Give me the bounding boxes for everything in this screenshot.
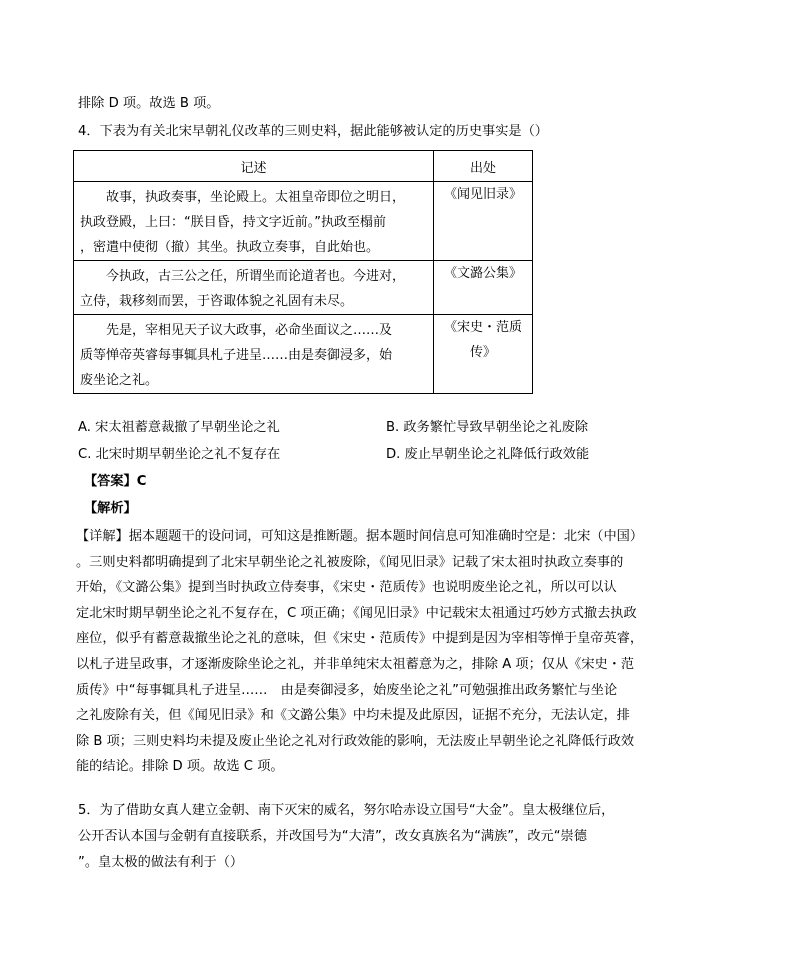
- table-row-2-record: [74, 261, 434, 315]
- table-row-2-line-2: 立侍，栽移刻而罢，于咨诹体貌之礼固有未尽。: [80, 294, 354, 309]
- question-5-line-3: ”。皇太极的做法有利于（）: [78, 854, 244, 870]
- answer-label: 【答案】C: [84, 474, 147, 489]
- table-row-1-line-2: 执政登殿，上曰：“朕目昏，持文字近前。”执政至榻前: [80, 215, 386, 230]
- detail-line-4: 定北宋时期早朝坐论之礼不复存在，C 项正确；《闻见旧录》中记载宋太祖通过巧妙方式撤去执政: [76, 605, 637, 621]
- previous-answer-tail: 排除 D 项。故选 B 项。: [78, 96, 220, 111]
- option-c: C. 北宋时期早朝坐论之礼不复存在: [78, 447, 281, 462]
- table-row-3-line-1: 先是，宰相见天子议大政事，必命坐面议之……及: [80, 323, 393, 338]
- table-row-1-line-3: ，密遣中使彻（撤）其坐。执政立奏事，自此始也。: [80, 240, 380, 255]
- detail-line-5: 座位，似乎有蓄意裁撤坐论之礼的意味，但《宋史・范质传》中提到是因为宰相等惮于皇帝英睿，: [76, 631, 644, 647]
- source-table: [73, 150, 533, 394]
- detail-paragraph: [76, 524, 643, 780]
- table-row-3-line-2: 质等惮帝英睿每事辄具札子进呈……由是奏御浸多，始: [80, 348, 393, 363]
- detail-line-2: 。三则史料都明确提到了北宋早朝坐论之礼被废除，《闻见旧录》记载了宋太祖时执政立奏事的: [76, 554, 624, 570]
- question-4-stem: 4．下表为有关北宋早朝礼仪改革的三则史料，据此能够被认定的历史事实是（）: [78, 124, 548, 139]
- detail-line-6: 以札子进呈政事，才逐渐废除坐论之礼，并非单纯宋太祖蓄意为之，排除 A 项；仅从《宋史・范: [76, 656, 635, 672]
- table-row-2-line-1: 今执政，古三公之任，所谓坐而论道者也。今进对，: [80, 269, 406, 284]
- table-row-1-source: 《闻见旧录》: [434, 182, 533, 261]
- detail-line-8: 之礼废除有关，但《闻见旧录》和《文潞公集》中均未提及此原因，证据不充分，无法认定，排: [76, 708, 630, 724]
- table-row-3-line-3: 废坐论之礼。: [80, 373, 159, 388]
- question-5-line-1: 5．为了借助女真人建立金朝、南下灭宋的威名，努尔哈赤设立国号“大金”。皇太极继位后，: [78, 803, 615, 818]
- table-row-3-source-line-1: 《宋史・范质: [443, 320, 522, 335]
- option-d: D. 废止早朝坐论之礼降低行政效能: [386, 447, 590, 462]
- analysis-label: 【解析】: [84, 501, 137, 516]
- table-header-source: 出处: [434, 151, 533, 182]
- question-5-line-2: 公开否认本国与金朝有直接联系，并改国号为“大清”，改女真族名为“满族”，改元“崇德: [78, 828, 587, 844]
- table-row-1-line-1: 故事，执政奏事，坐论殿上。太祖皇帝即位之明日，: [80, 190, 406, 205]
- table-row-1-record: [74, 182, 434, 261]
- table-header-record: 记述: [74, 151, 434, 182]
- table-row-3-source: [434, 315, 533, 394]
- table-row-3-record: [74, 315, 434, 394]
- detail-line-1: 【详解】据本题题干的设问词，可知这是推断题。据本题时间信息可知准确时空是：北宋（中国）: [76, 529, 644, 544]
- detail-line-9: 除 B 项；三则史料均未提及废止坐论之礼对行政效能的影响，无法废止早朝坐论之礼降低行政效: [76, 733, 635, 749]
- detail-line-7: 质传》中“每事辄具札子进呈…… 由是奏御浸多，始废坐论之礼”可勉强推出政务繁忙与坐论: [76, 682, 618, 698]
- question-5-stem: [78, 798, 614, 875]
- option-b: B. 政务繁忙导致早朝坐论之礼废除: [386, 420, 589, 435]
- detail-line-3: 开始，《文潞公集》提到当时执政立侍奏事，《宋史・范质传》也说明废坐论之礼，所以可以认: [76, 580, 617, 596]
- table-row-3-source-line-2: 传》: [469, 345, 496, 360]
- detail-line-10: 能的结论。排除 D 项。故选 C 项。: [76, 759, 284, 775]
- table-row-2-source: 《文潞公集》: [434, 261, 533, 315]
- option-a: A. 宋太祖蓄意裁撤了早朝坐论之礼: [78, 420, 280, 435]
